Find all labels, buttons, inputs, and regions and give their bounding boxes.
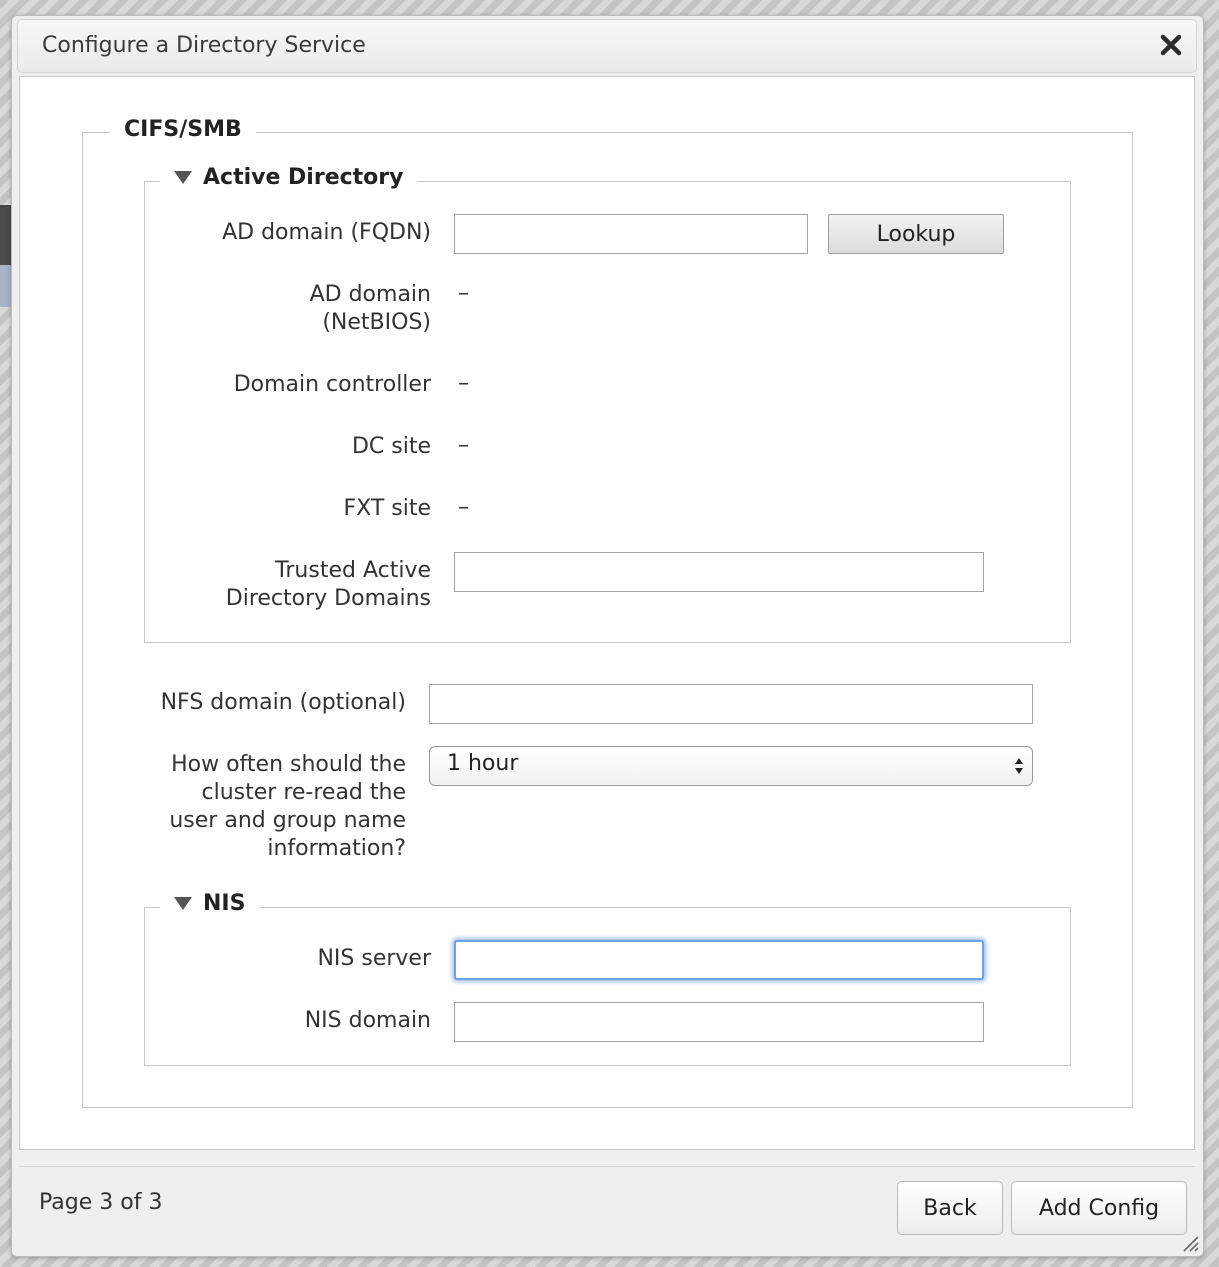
- nfs-domain-input[interactable]: [429, 684, 1033, 724]
- lookup-button[interactable]: Lookup: [828, 214, 1004, 254]
- nis-title: NIS: [203, 891, 246, 916]
- close-icon[interactable]: [1158, 32, 1184, 58]
- cifs-smb-title: CIFS/SMB: [124, 117, 242, 142]
- nis-legend[interactable]: [160, 891, 259, 916]
- dialog-title: Configure a Directory Service: [42, 33, 366, 58]
- back-button[interactable]: Back: [897, 1181, 1003, 1235]
- add-config-button[interactable]: Add Config: [1011, 1181, 1187, 1235]
- nis-server-label: NIS server: [317, 946, 431, 971]
- ad-domain-fqdn-label: AD domain (FQDN): [222, 220, 431, 245]
- trusted-domains-label: Trusted Active Directory Domains: [225, 558, 431, 611]
- nfs-domain-label: NFS domain (optional): [160, 690, 406, 715]
- triangle-down-icon[interactable]: [174, 171, 192, 184]
- nis-domain-input[interactable]: [454, 1002, 984, 1042]
- fxt-site-value: –: [458, 495, 469, 520]
- dialog-content: [19, 76, 1195, 1150]
- dialog-titlebar[interactable]: [17, 19, 1197, 73]
- dc-site-label: DC site: [351, 434, 431, 459]
- nis-domain-label: NIS domain: [304, 1008, 431, 1033]
- fxt-site-label: FXT site: [343, 496, 431, 521]
- reread-frequency-value: 1 hour: [447, 751, 519, 776]
- footer-separator: [19, 1166, 1195, 1167]
- directory-service-dialog: [11, 15, 1204, 1257]
- page-indicator: Page 3 of 3: [39, 1190, 163, 1215]
- nis-fieldset: [144, 907, 1071, 1066]
- cifs-smb-legend: [110, 117, 256, 142]
- trusted-domains-input[interactable]: [454, 552, 984, 592]
- resize-grip-icon[interactable]: [1178, 1231, 1200, 1253]
- active-directory-legend[interactable]: [160, 165, 417, 190]
- dc-site-value: –: [458, 433, 469, 458]
- nis-server-input[interactable]: [454, 940, 984, 980]
- active-directory-title: Active Directory: [203, 165, 404, 190]
- domain-controller-value: –: [458, 371, 469, 396]
- reread-frequency-select[interactable]: [429, 746, 1033, 786]
- select-arrows-icon: [1014, 755, 1024, 777]
- ad-domain-fqdn-input[interactable]: [454, 214, 808, 254]
- reread-frequency-label: How often should the cluster re-read the user and group name information?: [169, 752, 406, 861]
- ad-domain-netbios-value: –: [458, 281, 469, 306]
- ad-domain-netbios-label: AD domain (NetBIOS): [309, 282, 431, 335]
- triangle-down-icon[interactable]: [174, 897, 192, 910]
- domain-controller-label: Domain controller: [233, 372, 431, 397]
